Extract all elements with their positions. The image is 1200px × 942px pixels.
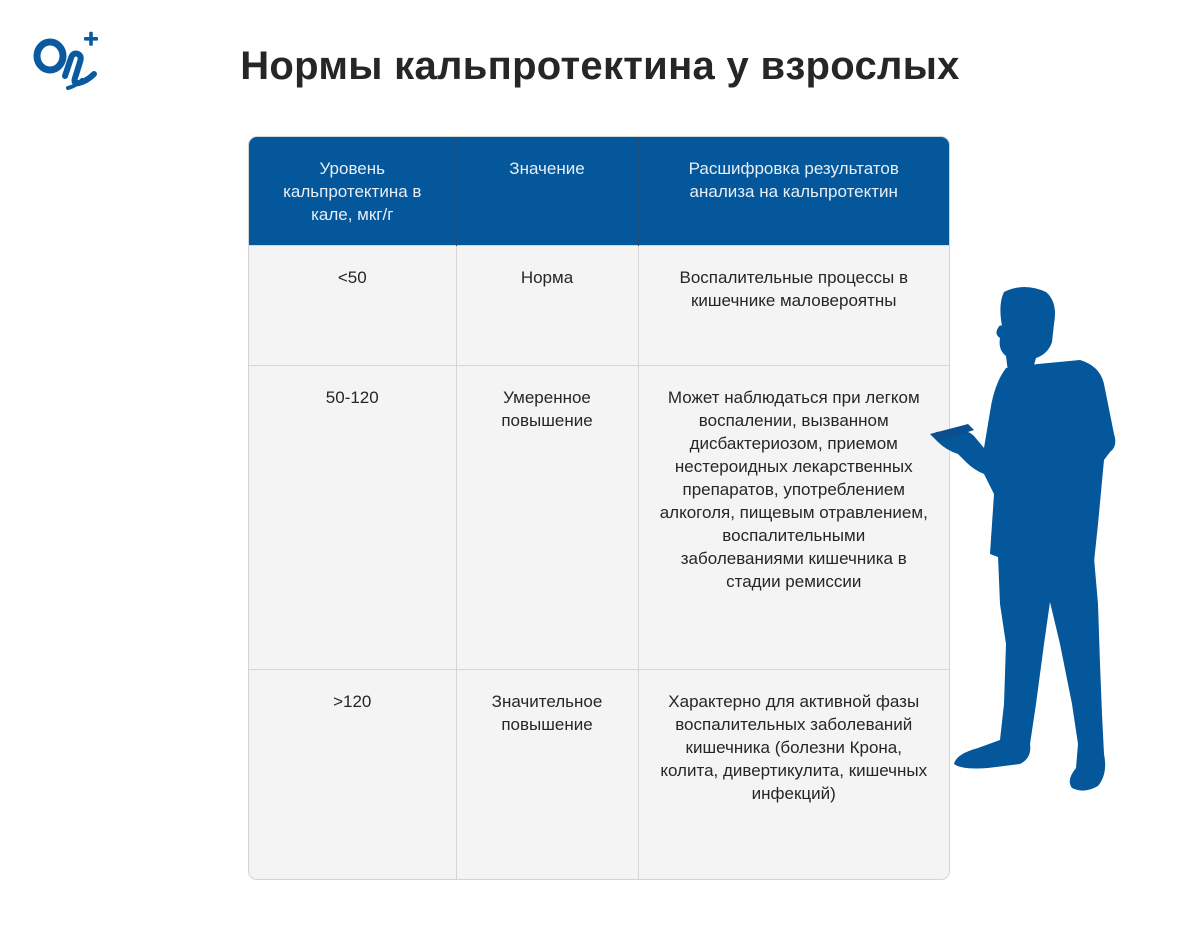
cell-level: 50-120: [249, 365, 456, 669]
cell-meaning: Умеренное повышение: [456, 365, 638, 669]
table-row: [249, 365, 949, 669]
cell-level: >120: [249, 669, 456, 880]
column-header-interpretation: Расшифровка результатов анализа на кальпротектин: [638, 137, 949, 245]
cell-meaning: Значительное повышение: [456, 669, 638, 880]
cell-interpretation: Может наблюдаться при легком воспалении, вызванном дисбактериозом, приемом нестероидных лекарственных препаратов, употреблением алкоголя, пищевым отравлением, воспалительными заболеваниями кишечника в стадии ремиссии: [638, 365, 949, 669]
calprotectin-norms-table: [248, 136, 950, 880]
cell-meaning: Норма: [456, 245, 638, 365]
table-header-row: [249, 137, 949, 245]
cell-level: <50: [249, 245, 456, 365]
doctor-silhouette-icon: [928, 284, 1124, 796]
cell-interpretation: Характерно для активной фазы воспалительных заболеваний кишечника (болезни Крона, колита, дивертикулита, кишечных инфекций): [638, 669, 949, 880]
cell-interpretation: Воспалительные процессы в кишечнике маловероятны: [638, 245, 949, 365]
column-header-meaning: Значение: [456, 137, 638, 245]
table-row: [249, 669, 949, 880]
table-row: [249, 245, 949, 365]
column-header-level: Уровень кальпротектина в кале, мкг/г: [249, 137, 456, 245]
page-title: Нормы кальпротектина у взрослых: [240, 44, 960, 88]
